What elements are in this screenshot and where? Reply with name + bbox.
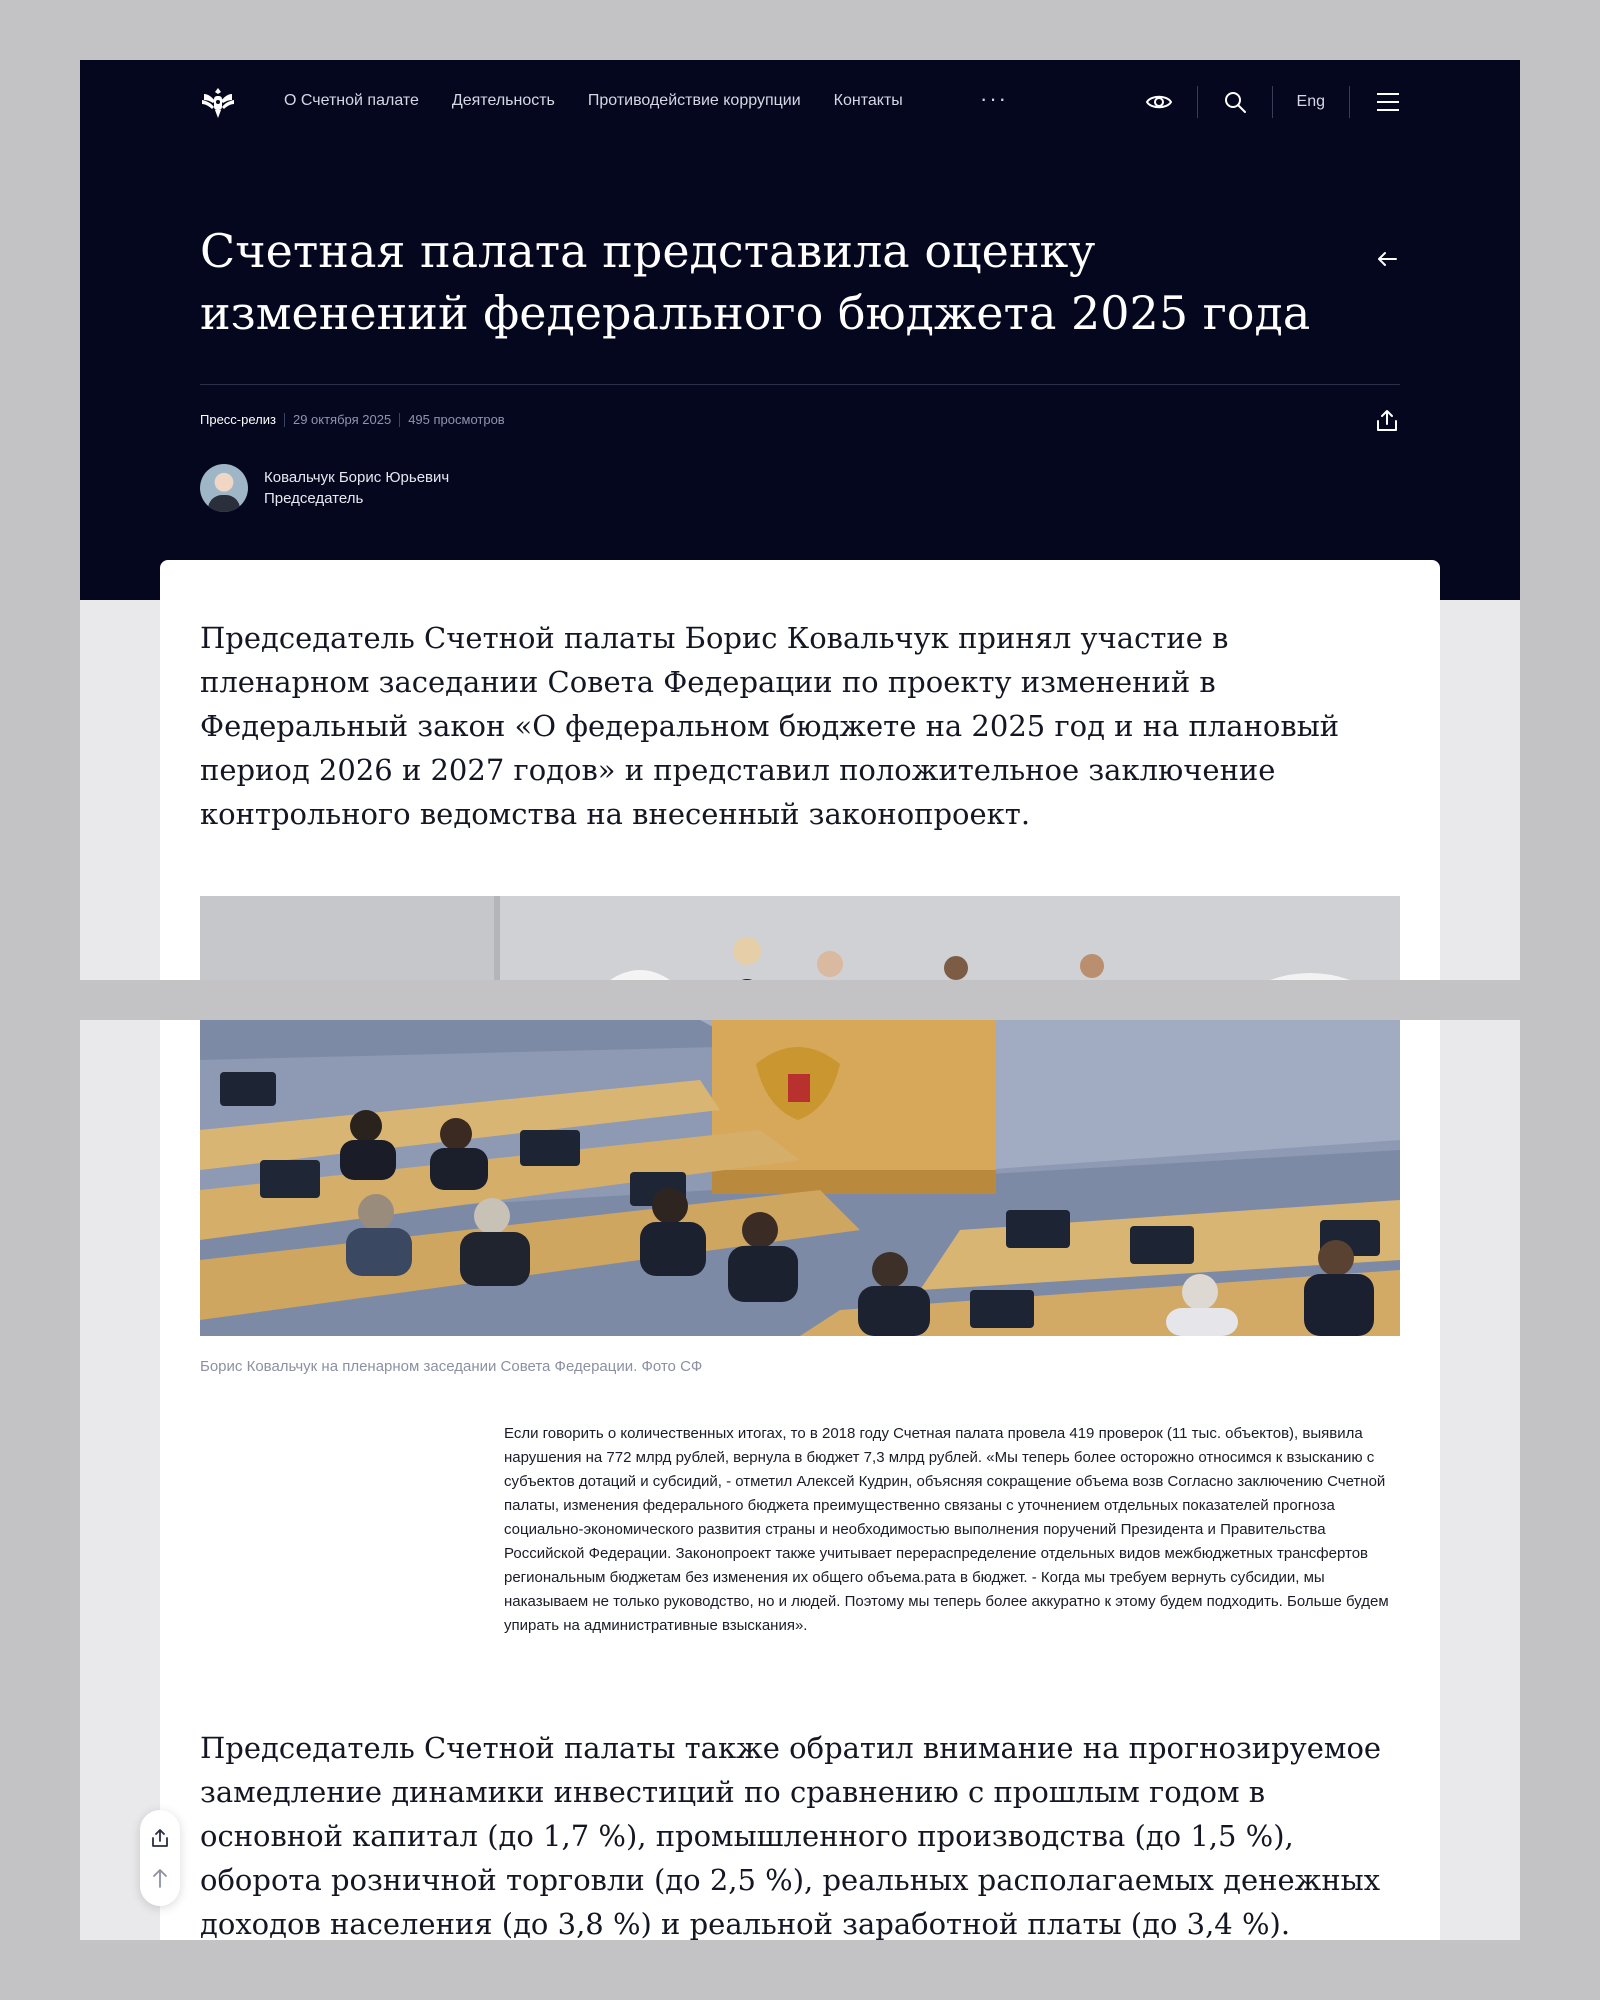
article-header [80,60,1520,600]
floating-toolbar [140,1810,180,1906]
article-paragraph: Председатель Счетной палаты также обратил внимание на прогнозируемое замедление динамики инвестиций по сравнению с прошлым годом в основной капитал (до 1,7 %), промышленного производства (до 1,5 %), оборота розничной торговли (до 2,5 %), реальных располагаемых денежных доходов населения (до 3,8 %) и реальной заработной платы (до 3,4 %). [200,1731,1382,1940]
share-icon[interactable] [1372,406,1402,436]
nav-divider [1197,86,1198,118]
avatar [200,464,248,512]
search-icon[interactable] [1222,89,1248,115]
back-arrow-icon[interactable] [1372,244,1402,274]
photo-caption: Борис Ковальчук на пленарном заседании Совета Федерации. Фото СФ [200,1358,703,1375]
language-switch[interactable]: Eng [1296,93,1325,110]
share-icon[interactable] [148,1826,172,1850]
nav-tools [1145,82,1402,122]
article-meta [200,412,505,427]
article-views: 495 просмотров [408,412,505,427]
meta-separator [284,413,285,427]
scroll-top-icon[interactable] [148,1866,172,1890]
menu-icon[interactable] [1374,88,1402,116]
viewport-bottom [80,1020,1520,1940]
article-card [160,1020,1440,1940]
article-photo[interactable] [200,896,1400,980]
author-block[interactable] [200,464,449,512]
article-type[interactable]: Пресс-релиз [200,412,276,427]
eye-icon[interactable] [1145,88,1173,116]
article-photo[interactable] [200,1020,1400,1336]
nav-divider [1349,86,1350,118]
nav-link-about[interactable]: О Счетной палате [284,92,419,109]
nav-divider [1272,86,1273,118]
emblem-icon[interactable] [198,82,238,122]
nav-link-anticorruption[interactable]: Противодействие коррупции [587,92,801,109]
viewport-top [80,60,1520,980]
meta-separator [399,413,400,427]
author-info [264,467,449,509]
nav-link-activity[interactable]: Деятельность [451,92,555,109]
nav-link-contacts[interactable]: Контакты [833,92,903,109]
article-card [160,560,1440,980]
article-quote: Если говорить о количественных итогах, то в 2018 году Счетная палата провела 419 проверок (11 тыс. объектов), выявила нарушения на 772 млрд рублей, вернула в бюджет 7,3 млрд рублей. «Мы теперь более осторожно относимся к взысканию с субъектов дотаций и субсидий, - отметил Алексей Кудрин, объясняя сокращение объема возв Согласно заключению Счетной палаты, изменения федерального бюджета преимущественно связаны с уточнением отдельных показателей прогноза социально-экономического развития страны и необходимостью выполнения поручений Президента и Правительства Российской Федерации. Законопроект также учитывает перераспределение отдельных видов межбюджетных трансфертов региональным бюджетам без изменения их общего объема.рата в бюджет. - Когда мы требуем вернуть субсидии, мы наказываем не только руководство, но и людей. Поэтому мы теперь более аккуратно к этому будем подходить. Больше будем упирать на административные взыскания». [504,1425,1389,1634]
article-title: Счетная палата представила оценку изменений федерального бюджета 2025 года [200,224,1311,340]
main-nav [284,92,903,110]
header-divider [200,384,1400,385]
article-date: 29 октября 2025 [292,412,392,427]
author-name: Ковальчук Борис Юрьевич [264,469,450,486]
nav-more-button[interactable]: ··· [980,86,1008,111]
author-role: Председатель [264,490,364,507]
article-lead: Председатель Счетной палаты Борис Ковальчук принял участие в пленарном заседании Совета Федерации по проекту изменений в Федеральный закон «О федеральном бюджете на 2025 год и на плановый период 2026 и 2027 годов» и представил положительное заключение контрольного ведомства на внесенный законопроект. [200,621,1340,831]
